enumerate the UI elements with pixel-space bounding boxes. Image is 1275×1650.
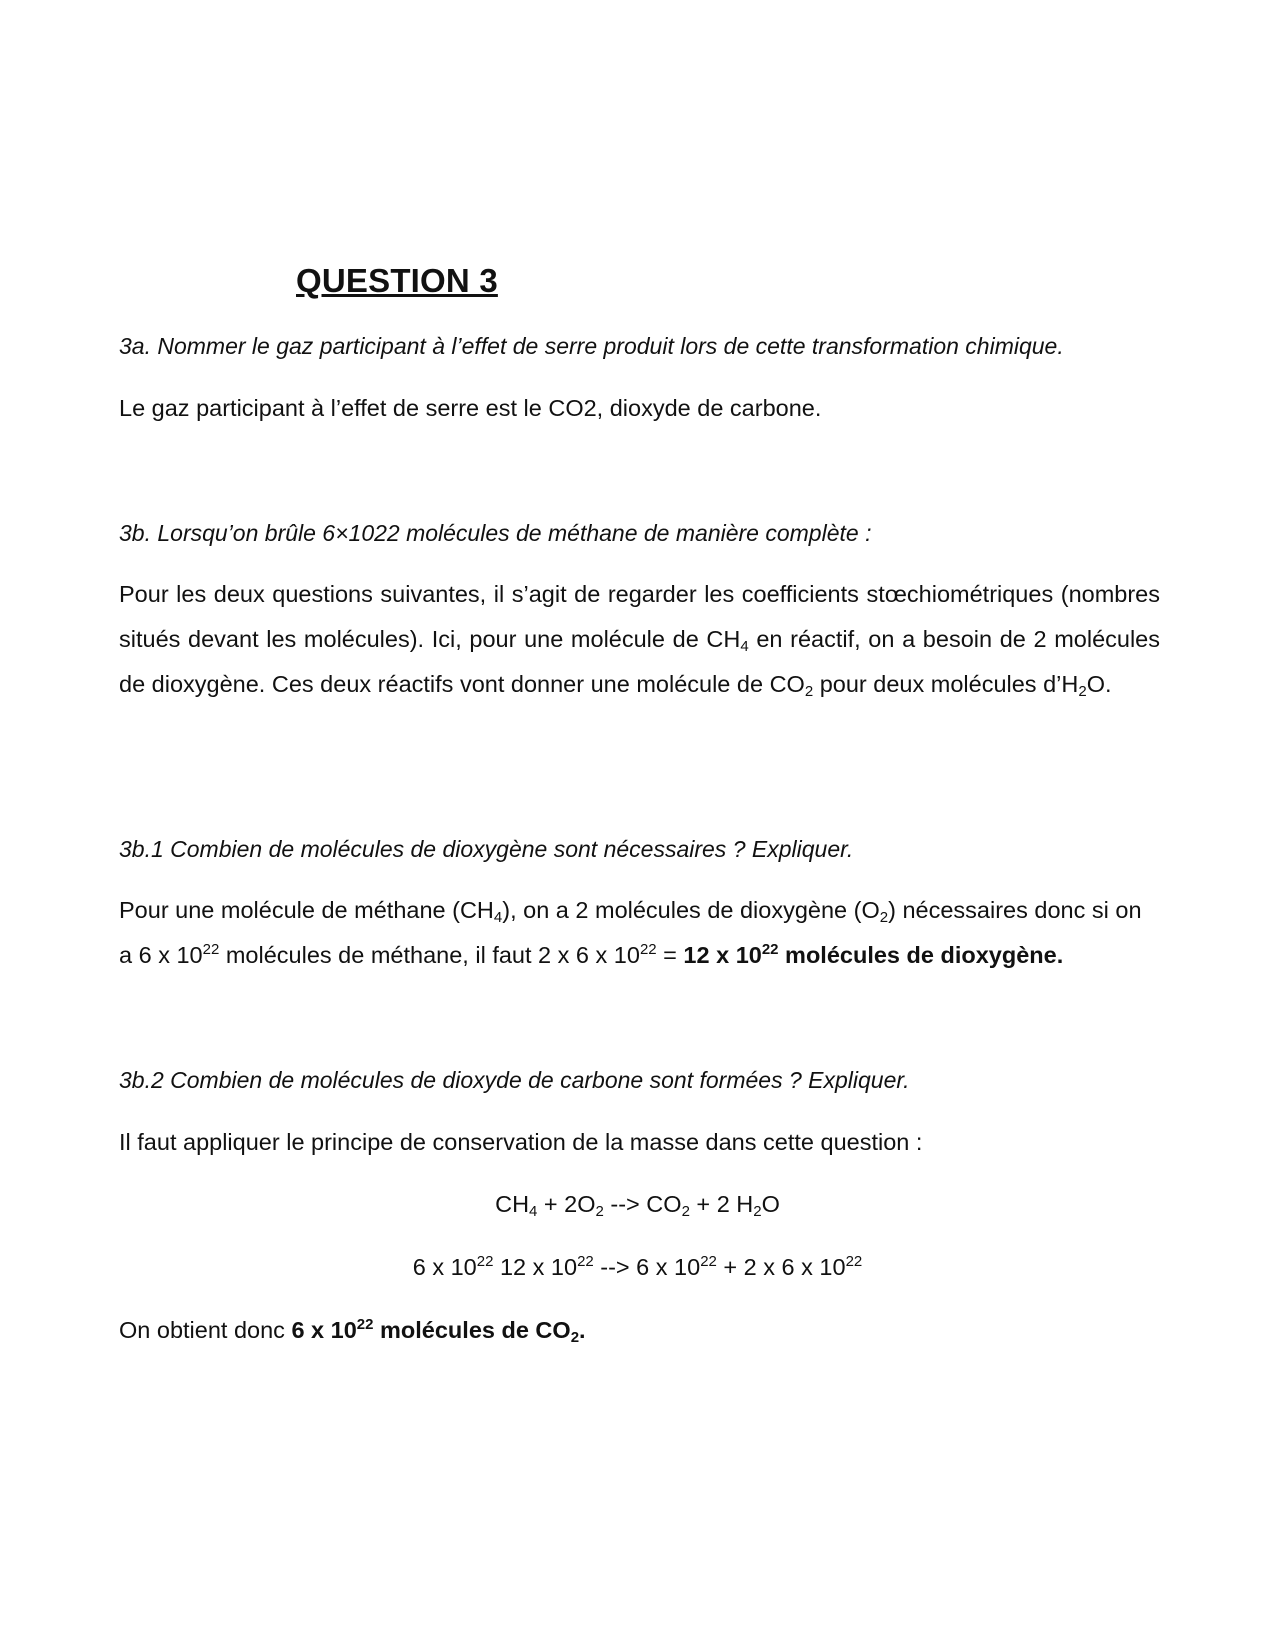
answer-3b1: Pour une molécule de méthane $(CH_4)$, on a 2 molécules de dioxygène $(O_2)$ nécessaires donc si on a 6 x $10^{22}$ molécules de méthane, il faut 2 x 6 x $10^{22} = 12$ x $10^{22}$ molécules de dioxygène. bbox=[119, 897, 1142, 968]
question-3b2: 3b.2 Combien de molécules de dioxyde de carbone sont formées ? Expliquer. bbox=[119, 1067, 910, 1093]
answer-3a: Le gaz participant à l’effet de serre est le CO2, dioxyde de carbone. bbox=[119, 395, 822, 421]
page-title: QUESTION 3 bbox=[296, 262, 498, 299]
chemical-equation: $CH_4 + 2O_2$ --> $CO_2 + 2$ $H_2O$ bbox=[495, 1191, 780, 1220]
question-3a: 3a. Nommer le gaz participant à l’effet de serre produit lors de cette transformation chimique. bbox=[119, 333, 1064, 359]
conclusion-3b2: On obtient donc 6 x $10^{22}$ molécules de $CO_2$. bbox=[119, 1316, 586, 1346]
intro-3b: Pour les deux questions suivantes, il s’agit de regarder les coefficients stœchiométriques (nombres situés devant les molécules). Ici, pour une molécule de $CH_4$ en réactif, on a besoin de 2 molécules de dioxygène. Ces deux réactifs vont donner une molécule de $CO_2$ pour deux molécules $d’H_2O$. bbox=[119, 581, 1160, 700]
question-3b1: 3b.1 Combien de molécules de dioxygène sont nécessaires ? Expliquer. bbox=[119, 836, 854, 862]
intro-3b2: Il faut appliquer le principe de conservation de la masse dans cette question : bbox=[119, 1129, 923, 1155]
molecule-quantities: 6 x $10^{22}$ 12 x $10^{22}$ --> 6 x $10^{22} + 2$ x 6 x $10^{22}$ bbox=[412, 1253, 863, 1280]
question-3b: 3b. Lorsqu’on brûle 6×1022 molécules de méthane de manière complète : bbox=[119, 520, 872, 546]
